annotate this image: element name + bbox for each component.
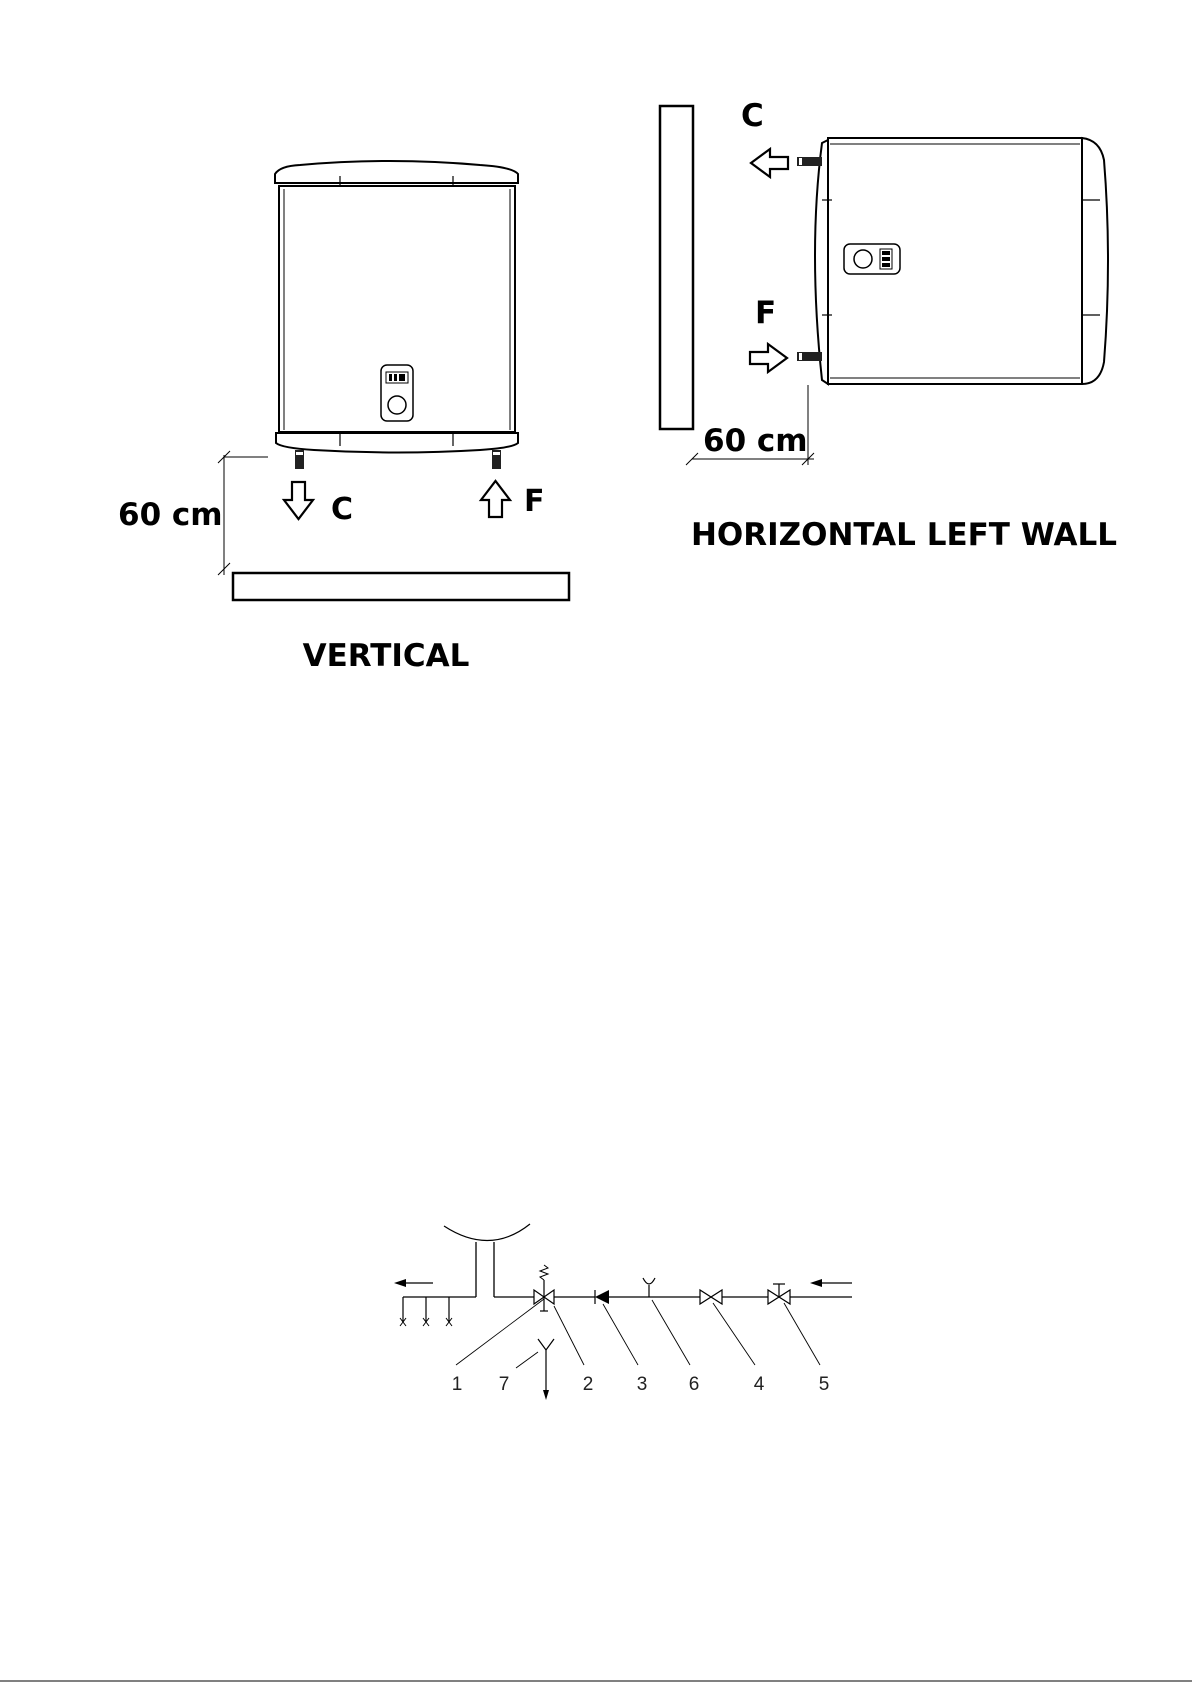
vertical-dimension-line [218,451,268,575]
schematic-label-7: 7 [498,1374,510,1395]
hot-water-arrow-down [284,482,313,519]
tank-outline [444,1224,530,1241]
cold-water-arrow-up [481,481,510,517]
check-valve [595,1290,609,1304]
vertical-water-heater [275,161,518,469]
vertical-title: VERTICAL [302,638,470,674]
vertical-distance-label: 60 cm [118,497,223,533]
vertical-hot-label: C [331,492,354,527]
horizontal-water-heater [797,138,1108,384]
left-wall [660,106,693,429]
vertical-cold-label: F [524,484,545,519]
horizontal-hot-label: C [741,98,764,134]
shutoff-valve [700,1290,722,1304]
horizontal-distance-label: 60 cm [703,423,808,459]
plumbing-schematic [394,1224,852,1400]
cold-water-arrow-right [750,344,787,372]
schematic-label-6: 6 [688,1374,700,1395]
horizontal-title: HORIZONTAL LEFT WALL [690,517,1118,553]
schematic-label-3: 3 [636,1374,648,1395]
schematic-label-4: 4 [753,1374,765,1395]
hot-water-arrow-left [751,149,788,177]
horizontal-cold-label: F [755,295,777,331]
vertical-installation [118,161,569,674]
vertical-clearance-surface [233,573,569,600]
horizontal-installation [660,98,1117,553]
schematic-label-5: 5 [818,1374,830,1395]
schematic-label-1: 1 [451,1374,463,1395]
schematic-label-2: 2 [582,1374,594,1395]
